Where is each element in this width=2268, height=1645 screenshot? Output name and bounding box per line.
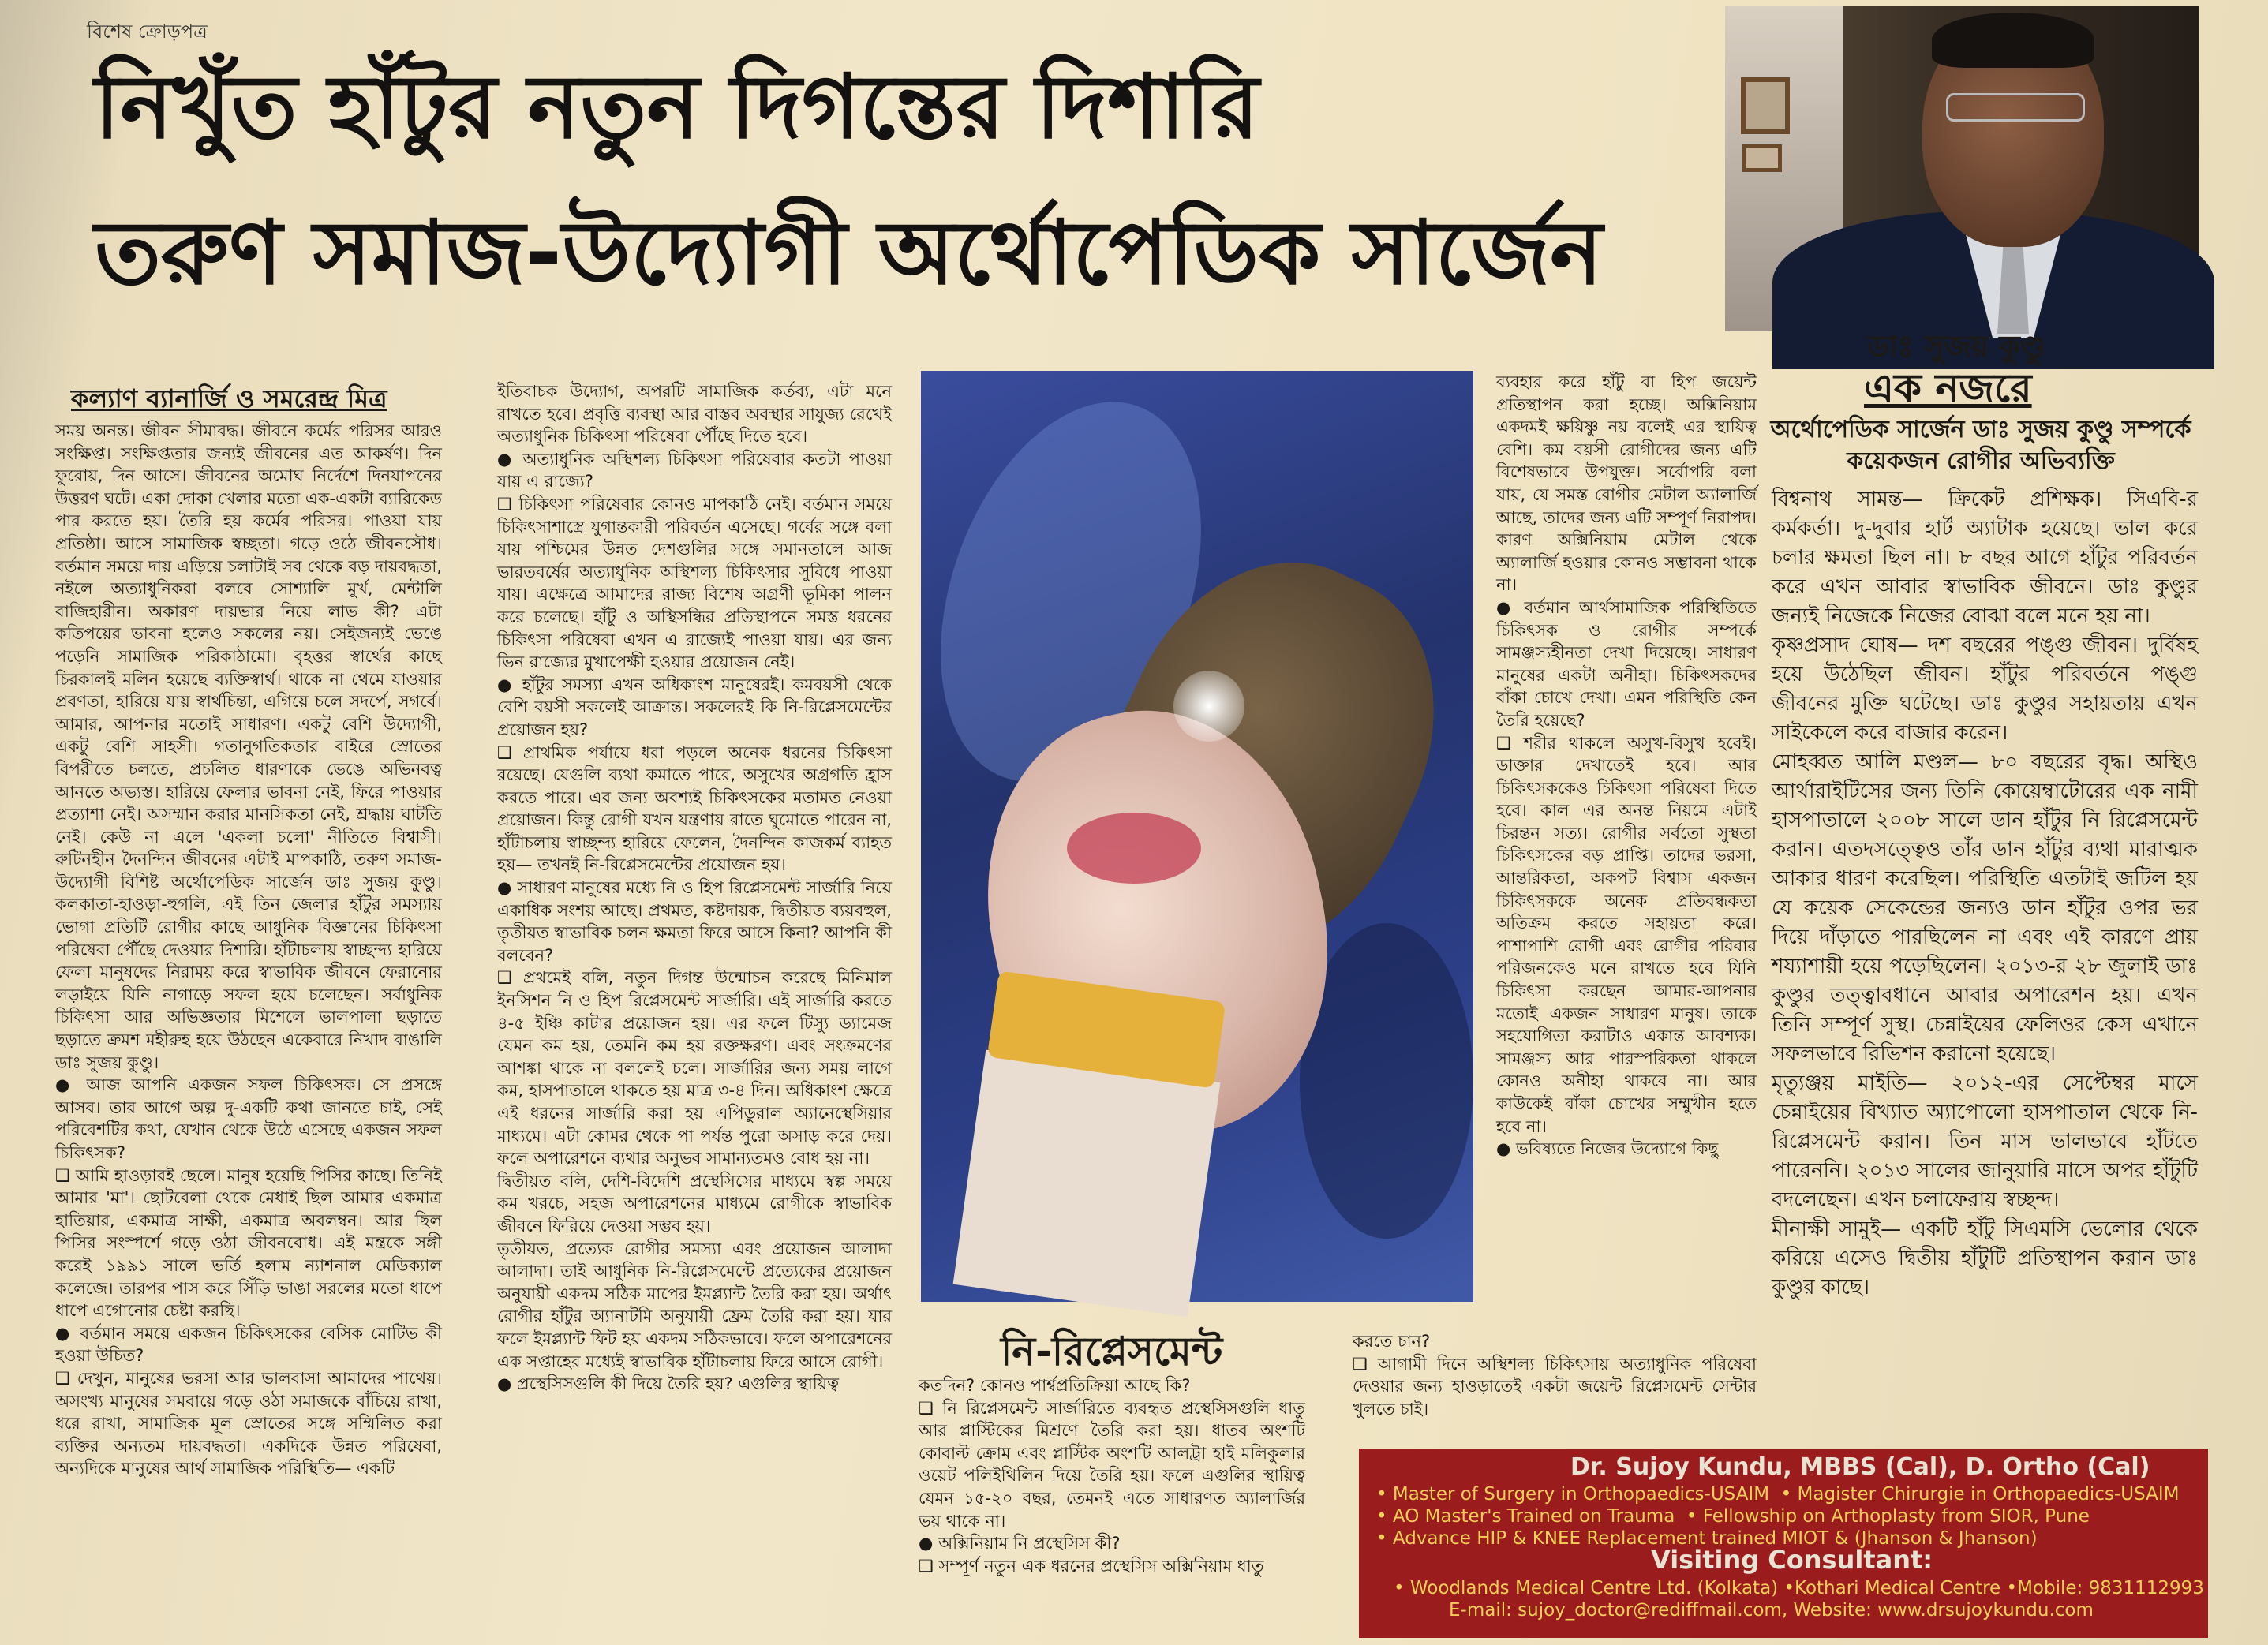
advert-contact: E-mail: sujoy_doctor@rediffmail.com, Website: www.drsujoykundu.com	[1449, 1600, 2094, 1621]
advert-visiting-label: Visiting Consultant:	[1651, 1545, 1933, 1575]
article-column-3: ব্যবহার করে হাঁটু বা হিপ জয়েন্ট প্রতিস্থাপন করা হচ্ছে। অক্সিনিয়াম একদমই ক্ষয়িষ্ণু নয় বলেই এর স্থায়িত্ব বেশি। কম বয়সী রোগীদের জন্য এটি বিশেষভাবে উপযুক্ত। সর্বোপরি বলা যায়, যে সমস্ত রোগীর মেটাল অ্যালার্জি আছে, তাদের জন্য এটি সম্পূর্ণ নিরাপদ। কারণ অক্সিনিয়াম মেটাল থেকে অ্যালার্জি হওয়ার কোনও সম্ভাবনা থাকে না। ● বর্তমান আর্থসামাজিক পরিস্থিতিতে চিকিৎসক ও রোগীর সম্পর্কে সামঞ্জস্যহীনতা দেখা দিয়েছে। সাধারণ মানুষের একটা অনীহা। চিকিৎসকদের বাঁকা চোখে দেখা। এমন পরিস্থিতি কেন তৈরি হয়েছে? ❑ শরীর থাকলে অসুখ-বিসুখ হবেই। ডাক্তার দেখাতেই হবে। আর চিকিৎসককেও চিকিৎসা পরিষেবা দিতে হবে। কাল এর অনন্ত নিয়মে এটাই চিরন্তন সত্য। রোগীর সর্বতো সুস্থতা চিকিৎসকের বড় প্রাপ্তি। তাদের ভরসা, আন্তরিকতা, অকপট বিশ্বাস একজন চিকিৎসককে অনেক প্রতিবন্ধকতা অতিক্রম করতে সহায়তা করে। পাশাপাশি রোগী এবং রোগীর পরিবার পরিজনকেও মনে রাখতে হবে যিনি চিকিৎসা করছেন আমার-আপনার মতোই একজন সাধারণ মানুষ। তাকে সহযোগিতা করাটাও একান্ত আবশ্যক। সামঞ্জস্য আর পারস্পরিকতা থাকলে কোনও অনীহা থাকবে না। আর কাউকেই বাঁকা চোখের সম্মুখীন হতে হবে না। ● ভবিষ্যতে নিজের উদ্যোগে কিছু	[1496, 372, 1757, 1159]
portrait-caption-at-a-glance: এক নজরে	[1864, 365, 2032, 411]
doctor-advert-box	[1359, 1449, 2208, 1638]
advert-doctor-name: Dr. Sujoy Kundu, MBBS (Cal), D. Ortho (Cal)	[1570, 1453, 2150, 1481]
article-column-1: সময় অনন্ত। জীবন সীমাবদ্ধ। জীবনে কর্মের পরিসর আরও সংক্ষিপ্ত। সংক্ষিপ্ততার জন্যই জীবনের এত আকর্ষণ। দিন ফুরোয়, দিন আসে। জীবনের অমোঘ নির্দেশে দিনযাপনের উত্তরণ ঘটে। একা দোকা খেলার মতো এক-একটা ব্যারিকেড পার করতে হয়। তৈরি হয় কর্মের পরিসর। পাওয়া যায় প্রতিষ্ঠা। আসে সামাজিক স্বচ্ছতা। গড়ে ওঠে জীবনসৌধ। বর্তমান সময়ে দায় এড়িয়ে চলাটাই সব থেকে বড় দায়বদ্ধতা, নইলে অত্যাধুনিকরা বলবে সোশ্যালি মুর্খ, মেন্টালি বাজিহারীন। অকারণ দায়ভার নিয়ে লাভ কী? এটা কতিপয়ের ভাবনা হলেও সকলের নয়। সেইজন্যই ভেঙে পড়েনি সামাজিক পরিকাঠামো। বৃহত্তর স্বার্থের কাছে চিরকালই মলিন হয়েছে ব্যক্তিস্বার্থ। থাকে না থেমে যাওয়ার প্রবণতা, হারিয়ে যায় স্বার্থচিন্তা, এগিয়ে চলে সদর্পে, সগর্বে। আমার, আপনার মতোই সাধারণ। একটু বেশি উদ্যোগী, একটু বেশি সাহসী। গতানুগতিকতার বাইরে স্রোতের বিপরীতে চলতে, প্রচলিত ধারণাকে ভেঙে অভিনবত্ব আনতে অভ্যস্ত। হারিয়ে ফেলার ভাবনা নেই, ফিরে পাওয়ার প্রত্যাশা নেই। অসম্মান করার মানসিকতা নেই, শ্রদ্ধায় ঘাটতি নেই। কেউ না এলে 'একলা চলো' নীতিতে বিশ্বাসী। রুটিনহীন দৈনন্দিন জীবনের এটাই মাপকাঠি, তরুণ সমাজ-উদ্যোগী বিশিষ্ট অর্থোপেডিক সার্জেন ডাঃ সুজয় কুণ্ডু। কলকাতা-হাওড়া-হুগলি, এই তিন জেলার হাঁটুর সমস্যায় ভোগা প্রতিটি রোগীর কাছে আধুনিক বিজ্ঞানের চিকিৎসা পরিষেবা পৌঁছে দেওয়ার দিশারি। হাঁটাচলায় স্বাচ্ছন্দ্য হারিয়ে ফেলা মানুষদের নিরাময় করে স্বাভাবিক জীবনে ফেরানোর লড়াইয়ে যিনি নাগাড়ে সফল হয়ে চলেছেন। সর্বাধুনিক চিকিৎসা আর অভিজ্ঞতার মিশেলে ভালপালা ছড়াতে ছড়াতে ক্রমশ মহীরুহ হয়ে উঠছেন একেবারে নিখাদ বাঙালি ডাঃ সুজয় কুণ্ডু। ● আজ আপনি একজন সফল চিকিৎসক। সে প্রসঙ্গে আসব। তার আগে অল্প দু-একটি কথা জানতে চাই, সেই পরিবেশটির কথা, যেখান থেকে উঠে এসেছে একজন সফল চিকিৎসক? ❑ আমি হাওড়ারই ছেলে। মানুষ হয়েছি পিসির কাছে। তিনিই আমার 'মা'। ছোটবেলা থেকে মেধাই ছিল আমার একমাত্র হাতিয়ার, একমাত্র সাক্ষী, একমাত্র অবলম্বন। আর ছিল পিসির সংস্পর্শে গড়ে ওঠা জীবনবোধ। এই মন্ত্রকে সঙ্গী করেই ১৯৯১ সালে ভর্তি হলাম ন্যাশনাল মেডিক্যাল কলেজে। তারপর পাস করে সিঁড়ি ভাঙা সরলের মতো ধাপে ধাপে এগোনোর চেষ্টা করছি। ● বর্তমান সময়ে একজন চিকিৎসকের বেসিক মোটিভ কী হওয়া উচিত? ❑ দেখুন, মানুষের ভরসা আর ভালবাসা আমাদের পাথেয়। অসংখ্য মানুষের সমবায়ে গড়ে ওঠা সমাজকে বাঁচিয়ে রাখা, ধরে রাখা, সামাজিক মূল স্রোতের সঙ্গে সম্মিলিত করা ব্যক্তির অন্যতম দায়বদ্ধতা। একদিকে উন্নত পরিষেবা, অন্যদিকে মানুষের আর্থ সামাজিক পরিস্থিতি— একটি	[55, 421, 442, 1479]
section-tag: বিশেষ ক্রোড়পত্র	[87, 21, 208, 43]
advert-centres: • Woodlands Medical Centre Ltd. (Kolkata) •Kothari Medical Centre •Mobile: 9831112993	[1394, 1578, 2204, 1598]
article-column-3-bottom: করতে চান? ❑ আগামী দিনে অস্থিশল্য চিকিৎসায় অত্যাধুনিক পরিষেবা দেওয়ার জন্য হাওড়াতেই একটা জয়েন্ট রিপ্লেসমেন্ট সেন্টার খুলতে চাই।	[1353, 1332, 1757, 1419]
headline-line-2: তরুণ সমাজ-উদ্যোগী অর্থোপেডিক সার্জেন	[95, 202, 1603, 305]
byline: কল্যাণ ব্যানার্জি ও সমরেন্দ্র মিত্র	[71, 383, 387, 413]
sidebar-intro: অর্থোপেডিক সার্জেন ডাঃ সুজয় কুণ্ডু সম্পর্কে কয়েকজন রোগীর অভিব্যক্তি	[1770, 416, 2191, 475]
article-column-2-bottom: কতদিন? কোনও পার্শ্বপ্রতিক্রিয়া আছে কি? ❑ নি রিপ্লেসমেন্ট সার্জারিতে ব্যবহৃত প্রস্থেসিসগুলি ধাতু আর প্লাস্টিকের মিশ্রণে তৈরি করা হয়। ধাতব অংশটি কোবাল্ট ক্রোম এবং প্লাস্টিক অংশটি আলট্রা হাই মলিকুলার ওয়েট পলিইথিলিন দিয়ে তৈরি হয়। ফলে এগুলির স্থায়িত্ব যেমন ১৫-২০ বছর, তেমনই এতে সাধারণত অ্যালার্জির ভয় থাকে না। ● অক্সিনিয়াম নি প্রস্থেসিস কী? ❑ সম্পূর্ণ নতুন এক ধরনের প্রস্থেসিস অক্সিনিয়াম ধাতু	[919, 1376, 1305, 1576]
patient-testimonials: বিশ্বনাথ সামন্ত— ক্রিকেট প্রশিক্ষক। সিএবি-র কর্মকর্তা। দু-দুবার হার্ট অ্যাটাক হয়েছে। ভাল করে চলার ক্ষমতা ছিল না। ৮ বছর আগে হাঁটুর পরিবর্তন করে এখন আবার স্বাভাবিক জীবনে। ডাঃ কুণ্ডুর জন্যই নিজেকে নিজের বোঝা বলে মনে হয় না। কৃষ্ণপ্রসাদ ঘোষ— দশ বছরের পঙ্গু জীবন। দুর্বিষহ হয়ে উঠেছিল জীবন। হাঁটুর পরিবর্তনে পঙ্গু জীবনের মুক্তি ঘটেছে। ডাঃ কুণ্ডুর সহায়তায় এখন সাইকেলে করে বাজার করেন। মোহব্বত আলি মণ্ডল— ৮০ বছরের বৃদ্ধ। অস্থিও আর্থারাইটিসের জন্য তিনি কোয়েম্বাটোরের এক নামী হাসপাতালে ২০০৮ সালে ডান হাঁটুর নি রিপ্লেসমেন্ট করান। এতদসত্ত্বেও তাঁর ডান হাঁটুর ব্যথা মারাত্মক আকার ধারণ করেছিল। পরিস্থিতি এতটাই জটিল হয় যে কয়েক সেকেন্ডের জন্যও ডান হাঁটুর ওপর ভর দিয়ে দাঁড়াতে পারছিলেন না এবং এই কারণে প্রায় শয্যাশায়ী হয়ে পড়েছিলেন। ২০১৩-র ২৮ জুলাই ডাঃ কুণ্ডুর তত্ত্বাবধানে আবার অপারেশন হয়। এখন তিনি সম্পূর্ণ সুস্থ। চেন্নাইয়ের ফেলিওর কেস এখানে সফলভাবে রিভিশন করানো হয়েছে। মৃত্যুঞ্জয় মাইতি— ২০১২-এর সেপ্টেম্বর মাসে চেন্নাইয়ের বিখ্যাত অ্যাপোলো হাসপাতাল থেকে নি-রিপ্লেসমেন্ট করান। তিন মাস ভালভাবে হাঁটতে পারেননি। ২০১৩ সালের জানুয়ারি মাসে অপর হাঁটুটি বদলেছেন। এখন চলাফেরায় স্বচ্ছন্দ। মীনাক্ষী সামুই— একটি হাঁটু সিএমসি ভেলোর থেকে করিয়ে এসেও দ্বিতীয় হাঁটুটি প্রতিস্থাপন করান ডাঃ কুণ্ডুর কাছে।	[1772, 488, 2198, 1299]
doctor-portrait-photo	[1725, 6, 2199, 331]
advert-qualifications: • Master of Surgery in Orthopaedics-USAIM • Magister Chirurgie in Orthopaedics-USAIM • AO Master's Trained on Trauma • Fellowship on Arthoplasty from SIOR, Pune • Advance HIP & KNEE Replacement trained MIOT & (Jhanson & Jhanson)	[1376, 1484, 2180, 1549]
portrait-caption-name: ডাঃ সুজয় কুণ্ডু	[1867, 329, 2045, 364]
article-column-2: ইতিবাচক উদ্যোগ, অপরটি সামাজিক কর্তব্য, এটা মনে রাখতে হবে। প্রবৃত্তি ব্যবস্থা আর বাস্তব অবস্থার সাযুজ্য রেখেই অত্যাধুনিক চিকিৎসা পরিষেবা পৌঁছে দিতে হবে। ● অত্যাধুনিক অস্থিশল্য চিকিৎসা পরিষেবার কতটা পাওয়া যায় এ রাজ্যে? ❑ চিকিৎসা পরিষেবার কোনও মাপকাঠি নেই। বর্তমান সময়ে চিকিৎসাশাস্ত্রে যুগান্তকারী পরিবর্তন এসেছে। গর্বের সঙ্গে বলা যায় পশ্চিমের উন্নত দেশগুলির সঙ্গে সমানতালে আজ ভারতবর্ষের অত্যাধুনিক অস্থিশল্য চিকিৎসার সুবিধে পাওয়া যায়। এক্ষেত্রে আমাদের রাজ্য বিশেষ অগ্রণী ভূমিকা পালন করে চলেছে। হাঁটু ও অস্থিসন্ধির প্রতিস্থাপনে সমস্ত ধরনের চিকিৎসা পরিষেবা এখন এ রাজ্যেই পাওয়া যায়। এর জন্য ভিন রাজ্যের মুখাপেক্ষী হওয়ার প্রয়োজন নেই। ● হাঁটুর সমস্যা এখন অধিকাংশ মানুষেরই। কমবয়সী থেকে বেশি বয়সী সকলেই আক্রান্ত। সকলেরই কি নি-রিপ্লেসমেন্টের প্রয়োজন হয়? ❑ প্রাথমিক পর্যায়ে ধরা পড়লে অনেক ধরনের চিকিৎসা রয়েছে। যেগুলি ব্যথা কমাতে পারে, অসুখের অগ্রগতি হ্রাস করতে পারে। এর জন্য অবশ্যই চিকিৎসকের মতামত নেওয়া প্রয়োজন। কিন্তু রোগী যখন যন্ত্রণায় রাতে ঘুমোতে পারেন না, হাঁটাচলায় স্বাচ্ছন্দ্য হারিয়ে ফেলেন, দৈনন্দিন কাজকর্ম ব্যাহত হয়— তখনই নি-রিপ্লেসমেন্টের প্রয়োজন হয়। ● সাধারণ মানুষের মধ্যে নি ও হিপ রিপ্লেসমেন্ট সার্জারি নিয়ে একাধিক সংশয় আছে। প্রথমত, কষ্টদায়ক, দ্বিতীয়ত ব্যয়বহুল, তৃতীয়ত স্বাভাবিক চলন ক্ষমতা ফিরে আসে কিনা? আপনি কী বলবেন? ❑ প্রথমেই বলি, নতুন দিগন্ত উন্মোচন করেছে মিনিমাল ইনসিশন নি ও হিপ রিপ্লেসমেন্ট সার্জারি। এই সার্জারি করতে ৪-৫ ইঞ্চি কাটার প্রয়োজন হয়। এর ফলে টিস্যু ড্যামেজ যেমন কম হয়, তেমনি কম হয় রক্তক্ষরণ। এবং সংক্রমণের আশঙ্কা থাকে না বললেই চলে। সার্জারির জন্য সময় লাগে কম, হাসপাতালে থাকতে হয় মাত্র ৩-৪ দিন। অধিকাংশ ক্ষেত্রে এই ধরনের সার্জারি করা হয় এপিডুরাল অ্যানেস্থেসিয়ার মাধ্যমে। এটা কোমর থেকে পা পর্যন্ত পুরো অসাড় করে দেয়। ফলে অপারেশনে ব্যথার অনুভব সামান্যতমও বোধ হয় না। দ্বিতীয়ত বলি, দেশি-বিদেশি প্রস্থেসিসের মাধ্যমে স্বল্প সময়ে কম খরচে, সহজ অপারেশনের মাধ্যমে রোগীকে স্বাভাবিক জীবনে ফিরিয়ে দেওয়া সম্ভব হয়। তৃতীয়ত, প্রত্যেক রোগীর সমস্যা এবং প্রয়োজন আলাদা আলাদা। তাই আধুনিক নি-রিপ্লেসমেন্টে প্রত্যেকের প্রয়োজন অনুযায়ী একদম সঠিক মাপের ইমপ্ল্যান্ট তৈরি করা হয়। অর্থাৎ রোগীর হাঁটুর অ্যানাটমি অনুযায়ী ফ্রেম তৈরি করা হয়। যার ফলে ইমপ্ল্যান্ট ফিট হয় একদম সঠিকভাবে। ফলে অপারেশনের এক সপ্তাহের মধ্যেই স্বাভাবিক হাঁটাচলায় ফিরে আসে রোগী। ● প্রস্থেসিসগুলি কী দিয়ে তৈরি হয়? এগুলির স্থায়িত্ব	[497, 382, 892, 1394]
headline-line-1: নিখুঁত হাঁটুর নতুন দিগন্তের দিশারি	[95, 56, 1259, 159]
section-heading-knee-replacement: নি-রিপ্লেসমেন্ট	[1001, 1329, 1223, 1374]
knee-surgery-photo	[921, 371, 1473, 1302]
